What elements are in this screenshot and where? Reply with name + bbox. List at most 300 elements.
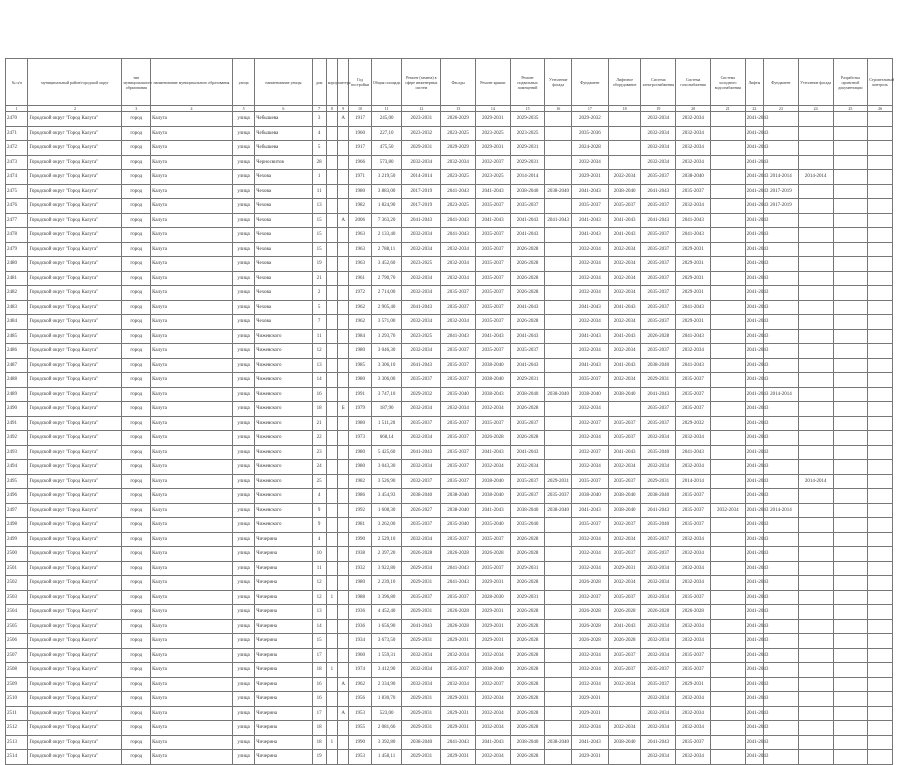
table-cell: город (122, 126, 151, 141)
table-cell (545, 431, 572, 446)
table-row (6, 750, 893, 765)
table-cell (710, 619, 745, 634)
table-cell: 2032-2034 (402, 532, 441, 547)
table-cell: улица (232, 619, 254, 634)
table-cell: Калуга (151, 271, 233, 286)
table-cell: 2032-2034 (572, 271, 609, 286)
table-cell: 2032-2034 (641, 561, 676, 576)
table-cell: 2023-2025 (402, 257, 441, 272)
table-cell: 2035-2037 (641, 677, 676, 692)
table-cell: 2041-2043 (441, 735, 476, 750)
table-cell (338, 315, 349, 330)
table-cell (764, 126, 799, 141)
table-cell: 2041-2043 (745, 199, 763, 214)
table-cell: 3 883,00 (371, 184, 402, 199)
table-cell: улица (232, 387, 254, 402)
table-cell: город (122, 373, 151, 388)
table-cell: 2041-2043 (608, 445, 641, 460)
table-cell: 1979 (349, 402, 371, 417)
table-cell: 2035-2040 (510, 518, 545, 533)
table-cell (545, 518, 572, 533)
table-cell: 1974 (349, 663, 371, 678)
table-cell: 2035-2040 (641, 445, 676, 460)
table-cell: 2035-2037 (475, 199, 510, 214)
table-cell (326, 300, 337, 315)
table-cell: 2026-2028 (475, 431, 510, 446)
table-cell: 2032-2034 (608, 373, 641, 388)
table-cell: 2032-2034 (608, 271, 641, 286)
table-cell (798, 228, 833, 243)
table-cell (833, 460, 868, 475)
table-cell: 2041-2043 (608, 329, 641, 344)
column-header: дом (312, 59, 326, 106)
table-cell: 2473 (6, 155, 28, 170)
table-cell: 2035-2037 (676, 489, 711, 504)
table-cell: 2038-2040 (510, 503, 545, 518)
table-cell: Калуга (151, 561, 233, 576)
table-cell: 2035-2037 (676, 518, 711, 533)
table-cell: 2035-2037 (641, 286, 676, 301)
table-cell: 1 608,30 (371, 503, 402, 518)
table-cell: 2505 (6, 619, 28, 634)
table-cell: 3 412,90 (371, 663, 402, 678)
table-cell: город (122, 358, 151, 373)
table-cell: улица (232, 431, 254, 446)
table-cell: Калуга (151, 721, 233, 736)
table-cell (798, 199, 833, 214)
table-cell: 2500 (6, 547, 28, 562)
table-cell: 11 (312, 184, 326, 199)
table-cell (798, 184, 833, 199)
table-cell (798, 721, 833, 736)
table-cell: 2032-2034 (572, 431, 609, 446)
table-cell (710, 706, 745, 721)
table-cell: 2041-2043 (441, 213, 476, 228)
table-cell (868, 648, 893, 663)
table-cell: улица (232, 547, 254, 562)
table-cell (545, 228, 572, 243)
table-cell: 2032-2034 (402, 155, 441, 170)
table-cell: Чебышева (255, 112, 312, 127)
table-cell: 2041-2043 (545, 213, 572, 228)
table-cell: 2041-2043 (572, 329, 609, 344)
table-cell (545, 460, 572, 475)
table-cell: город (122, 634, 151, 649)
table-cell (326, 460, 337, 475)
table-row (6, 648, 893, 663)
table-cell: 2041-2043 (608, 300, 641, 315)
table-cell: Чехова (255, 315, 312, 330)
table-cell: 523,00 (371, 706, 402, 721)
table-cell (833, 677, 868, 692)
table-cell (764, 213, 799, 228)
table-cell: Чехова (255, 271, 312, 286)
table-cell: 2032-2034 (676, 750, 711, 765)
table-cell: 2032-2034 (475, 706, 510, 721)
table-row (6, 721, 893, 736)
table-cell: 2474 (6, 170, 28, 185)
table-cell: 2041-2043 (745, 692, 763, 707)
table-cell: город (122, 474, 151, 489)
table-cell: 2032-2034 (510, 460, 545, 475)
table-cell: 2476 (6, 199, 28, 214)
table-row (6, 590, 893, 605)
table-cell: Городской округ "Город Калуга" (28, 431, 122, 446)
table-cell: 2026-2028 (510, 605, 545, 620)
table-cell: 2035-2037 (641, 300, 676, 315)
table-cell (868, 721, 893, 736)
table-cell: 2032-2034 (608, 257, 641, 272)
table-cell (868, 677, 893, 692)
table-cell: 2041-2043 (745, 286, 763, 301)
table-cell: 2035-2037 (572, 474, 609, 489)
table-cell: 3 922,80 (371, 561, 402, 576)
table-cell: 2041-2043 (745, 416, 763, 431)
table-cell: 2026-2028 (608, 605, 641, 620)
table-cell (868, 387, 893, 402)
table-cell: город (122, 721, 151, 736)
table-cell (545, 329, 572, 344)
table-cell (710, 242, 745, 257)
table-cell: Калуга (151, 648, 233, 663)
table-cell: Черносвитов (255, 155, 312, 170)
table-cell: 573,80 (371, 155, 402, 170)
table-cell: 2029-2031 (402, 605, 441, 620)
table-cell: 2041-2043 (745, 358, 763, 373)
table-cell (545, 126, 572, 141)
table-cell: 2041-2043 (745, 460, 763, 475)
table-row (6, 416, 893, 431)
table-cell: 2041-2043 (572, 213, 609, 228)
table-cell (833, 518, 868, 533)
table-cell (798, 344, 833, 359)
table-cell: город (122, 503, 151, 518)
table-cell: Чехова (255, 213, 312, 228)
table-row (6, 155, 893, 170)
table-cell: 2035-2037 (475, 300, 510, 315)
table-cell (326, 605, 337, 620)
table-cell (545, 315, 572, 330)
table-cell: 2032-2034 (641, 619, 676, 634)
table-cell: 2041-2043 (745, 402, 763, 417)
table-cell: 2470 (6, 112, 28, 127)
table-cell (710, 184, 745, 199)
table-cell (338, 489, 349, 504)
table-cell (545, 619, 572, 634)
table-cell: 1980 (349, 460, 371, 475)
table-cell: 2041-2043 (510, 228, 545, 243)
table-cell: 2038-2040 (402, 489, 441, 504)
table-cell (798, 460, 833, 475)
table-cell: 2038-2040 (641, 489, 676, 504)
table-cell (545, 532, 572, 547)
table-cell (798, 329, 833, 344)
table-cell: Калуга (151, 416, 233, 431)
table-cell: 2477 (6, 213, 28, 228)
table-cell: 14 (312, 619, 326, 634)
table-cell (833, 402, 868, 417)
table-cell: Чичерина (255, 735, 312, 750)
table-cell: 2023-2025 (441, 199, 476, 214)
table-cell: город (122, 648, 151, 663)
table-cell (608, 750, 641, 765)
table-cell (764, 634, 799, 649)
table-cell: 2032-2034 (676, 344, 711, 359)
table-cell (710, 170, 745, 185)
table-cell (868, 271, 893, 286)
table-cell: Калуга (151, 576, 233, 591)
table-cell: 2496 (6, 489, 28, 504)
table-cell: 2026-2028 (510, 648, 545, 663)
table-cell (764, 112, 799, 127)
table-cell: Калуга (151, 634, 233, 649)
table-cell: 2029-2031 (510, 373, 545, 388)
table-cell (798, 547, 833, 562)
table-cell: 2041-2043 (402, 358, 441, 373)
table-cell: 15 (312, 213, 326, 228)
table-cell: 2038-2040 (475, 663, 510, 678)
table-cell: 2041-2043 (608, 228, 641, 243)
table-cell (868, 590, 893, 605)
table-cell: 2041-2043 (745, 300, 763, 315)
table-cell: Городской округ "Город Калуга" (28, 634, 122, 649)
table-cell: 3 262,00 (371, 518, 402, 533)
column-header: корпус (326, 59, 337, 106)
table-cell: 2026-2028 (441, 619, 476, 634)
table-cell: 1962 (349, 315, 371, 330)
table-cell: 2032-2034 (608, 460, 641, 475)
table-cell: 2032-2034 (572, 663, 609, 678)
table-cell: 4 (312, 126, 326, 141)
table-cell: 2032-2034 (441, 677, 476, 692)
table-cell: 13 (312, 199, 326, 214)
table-cell: 13 (312, 605, 326, 620)
table-cell: Городской округ "Город Калуга" (28, 300, 122, 315)
table-cell (710, 416, 745, 431)
table-cell: 2029-2032 (572, 112, 609, 127)
table-cell (833, 155, 868, 170)
table-cell: 1 (326, 663, 337, 678)
table-cell: 2041-2043 (745, 634, 763, 649)
table-cell: 1 (326, 590, 337, 605)
table-cell: 2032-2034 (402, 271, 441, 286)
table-cell: 2035-2037 (676, 648, 711, 663)
table-row (6, 460, 893, 475)
table-cell: 2032-2034 (641, 155, 676, 170)
table-cell: А (338, 706, 349, 721)
table-cell (545, 344, 572, 359)
table-cell (868, 141, 893, 156)
table-cell: 3 452,60 (371, 257, 402, 272)
table-cell: 2032-2034 (641, 692, 676, 707)
table-cell: Калуга (151, 735, 233, 750)
table-cell: 2032-2034 (608, 242, 641, 257)
table-cell (545, 648, 572, 663)
table-cell (710, 300, 745, 315)
table-row (6, 518, 893, 533)
column-header: Система электроснабжения (641, 59, 676, 106)
table-cell (798, 155, 833, 170)
table-cell: Калуга (151, 590, 233, 605)
table-cell: 2 081,66 (371, 721, 402, 736)
table-cell: 2479 (6, 242, 28, 257)
table-cell: 2032-2034 (475, 692, 510, 707)
table-cell: 21 (312, 271, 326, 286)
table-cell: улица (232, 126, 254, 141)
table-cell: 2029-2034 (402, 561, 441, 576)
table-cell: Городской округ "Город Калуга" (28, 126, 122, 141)
table-cell (798, 735, 833, 750)
table-cell: Городской округ "Город Калуга" (28, 315, 122, 330)
table-cell (868, 692, 893, 707)
table-cell (764, 706, 799, 721)
table-cell: Калуга (151, 692, 233, 707)
table-cell (338, 474, 349, 489)
table-cell: 25 (312, 474, 326, 489)
table-cell: город (122, 242, 151, 257)
table-cell: Калуга (151, 706, 233, 721)
table-cell (710, 112, 745, 127)
table-cell: 2035-2037 (475, 286, 510, 301)
table-cell: 2472 (6, 141, 28, 156)
table-cell: 15 (312, 634, 326, 649)
table-cell: 2032-2034 (608, 721, 641, 736)
table-cell: 2035-2037 (475, 242, 510, 257)
table-cell (764, 605, 799, 620)
column-number: 8 (326, 106, 337, 112)
table-cell: Калуга (151, 126, 233, 141)
table-cell: 2 334,90 (371, 677, 402, 692)
table-cell: Городской округ "Город Калуга" (28, 112, 122, 127)
table-cell: 17 (312, 648, 326, 663)
table-cell (764, 445, 799, 460)
table-cell: 2029-2031 (676, 271, 711, 286)
table-cell: 2038-2040 (608, 387, 641, 402)
table-cell: 2032-2034 (676, 532, 711, 547)
table-cell: город (122, 315, 151, 330)
table-cell: 15 (312, 242, 326, 257)
table-row (6, 532, 893, 547)
table-cell: 2029-2031 (510, 141, 545, 156)
table-cell (833, 199, 868, 214)
table-cell: 2035-2040 (641, 518, 676, 533)
table-cell: 2029-2031 (441, 692, 476, 707)
table-cell (764, 663, 799, 678)
table-cell (868, 619, 893, 634)
table-cell: 2484 (6, 315, 28, 330)
table-cell: 2035-2037 (510, 199, 545, 214)
table-cell (338, 445, 349, 460)
table-row (6, 561, 893, 576)
table-cell: город (122, 184, 151, 199)
table-row (6, 199, 893, 214)
table-cell: 2026-2028 (441, 547, 476, 562)
table-cell: 2032-2034 (402, 344, 441, 359)
column-header: Ремонт подвальных помещений (510, 59, 545, 106)
table-cell (868, 112, 893, 127)
table-cell: 2026-2028 (608, 634, 641, 649)
table-cell: 2041-2043 (745, 373, 763, 388)
table-cell: улица (232, 706, 254, 721)
table-cell: 12 (312, 590, 326, 605)
table-cell: 2032-2034 (572, 286, 609, 301)
column-number: 1 (6, 106, 28, 112)
column-number: 7 (312, 106, 326, 112)
table-cell (868, 605, 893, 620)
table-cell (326, 750, 337, 765)
table-cell: Калуга (151, 663, 233, 678)
table-cell (710, 634, 745, 649)
table-cell (326, 561, 337, 576)
table-cell: 1 458,11 (371, 750, 402, 765)
column-number: 4 (151, 106, 233, 112)
table-cell (338, 155, 349, 170)
table-cell: 2038-2040 (510, 735, 545, 750)
table-row (6, 402, 893, 417)
table-cell: 2035-2037 (441, 590, 476, 605)
table-cell: 2035-2037 (475, 416, 510, 431)
table-cell: 2035-2037 (441, 300, 476, 315)
table-cell: город (122, 213, 151, 228)
table-cell (764, 155, 799, 170)
table-cell: 2032-2034 (641, 706, 676, 721)
table-cell: 2032-2034 (676, 721, 711, 736)
table-cell: 2041-2043 (745, 590, 763, 605)
table-cell: 2041-2043 (745, 445, 763, 460)
table-cell: город (122, 590, 151, 605)
table-cell: 2041-2043 (745, 213, 763, 228)
table-cell (710, 329, 745, 344)
table-cell (764, 518, 799, 533)
table-cell: Калуга (151, 373, 233, 388)
table-cell (710, 735, 745, 750)
table-cell (326, 518, 337, 533)
table-row (6, 228, 893, 243)
table-cell: 2038-2040 (608, 503, 641, 518)
table-cell: город (122, 489, 151, 504)
table-cell: город (122, 605, 151, 620)
table-cell (338, 387, 349, 402)
table-cell: улица (232, 416, 254, 431)
table-cell (833, 344, 868, 359)
table-cell: 2032-2034 (676, 431, 711, 446)
table-cell: 1960 (349, 648, 371, 663)
table-cell: 2032-2034 (676, 155, 711, 170)
table-cell: город (122, 460, 151, 475)
table-cell: 2023-2025 (441, 170, 476, 185)
table-cell: 1960 (349, 126, 371, 141)
column-header-row (6, 59, 893, 106)
table-cell (798, 315, 833, 330)
table-cell: 18 (312, 402, 326, 417)
table-cell: Чижевского (255, 518, 312, 533)
table-cell (326, 257, 337, 272)
table-cell: 1980 (349, 416, 371, 431)
table-cell: 2014-2014 (798, 474, 833, 489)
table-cell: 2038-2040 (545, 184, 572, 199)
table-cell (833, 590, 868, 605)
table-cell: 2017-2019 (764, 184, 799, 199)
table-cell (338, 460, 349, 475)
table-cell: 1 511,20 (371, 416, 402, 431)
table-cell: 7 (312, 315, 326, 330)
table-cell: 11 (312, 561, 326, 576)
table-cell: 2032-2034 (402, 315, 441, 330)
table-cell: город (122, 402, 151, 417)
table-cell (868, 184, 893, 199)
table-cell (798, 634, 833, 649)
table-cell: 1962 (349, 677, 371, 692)
